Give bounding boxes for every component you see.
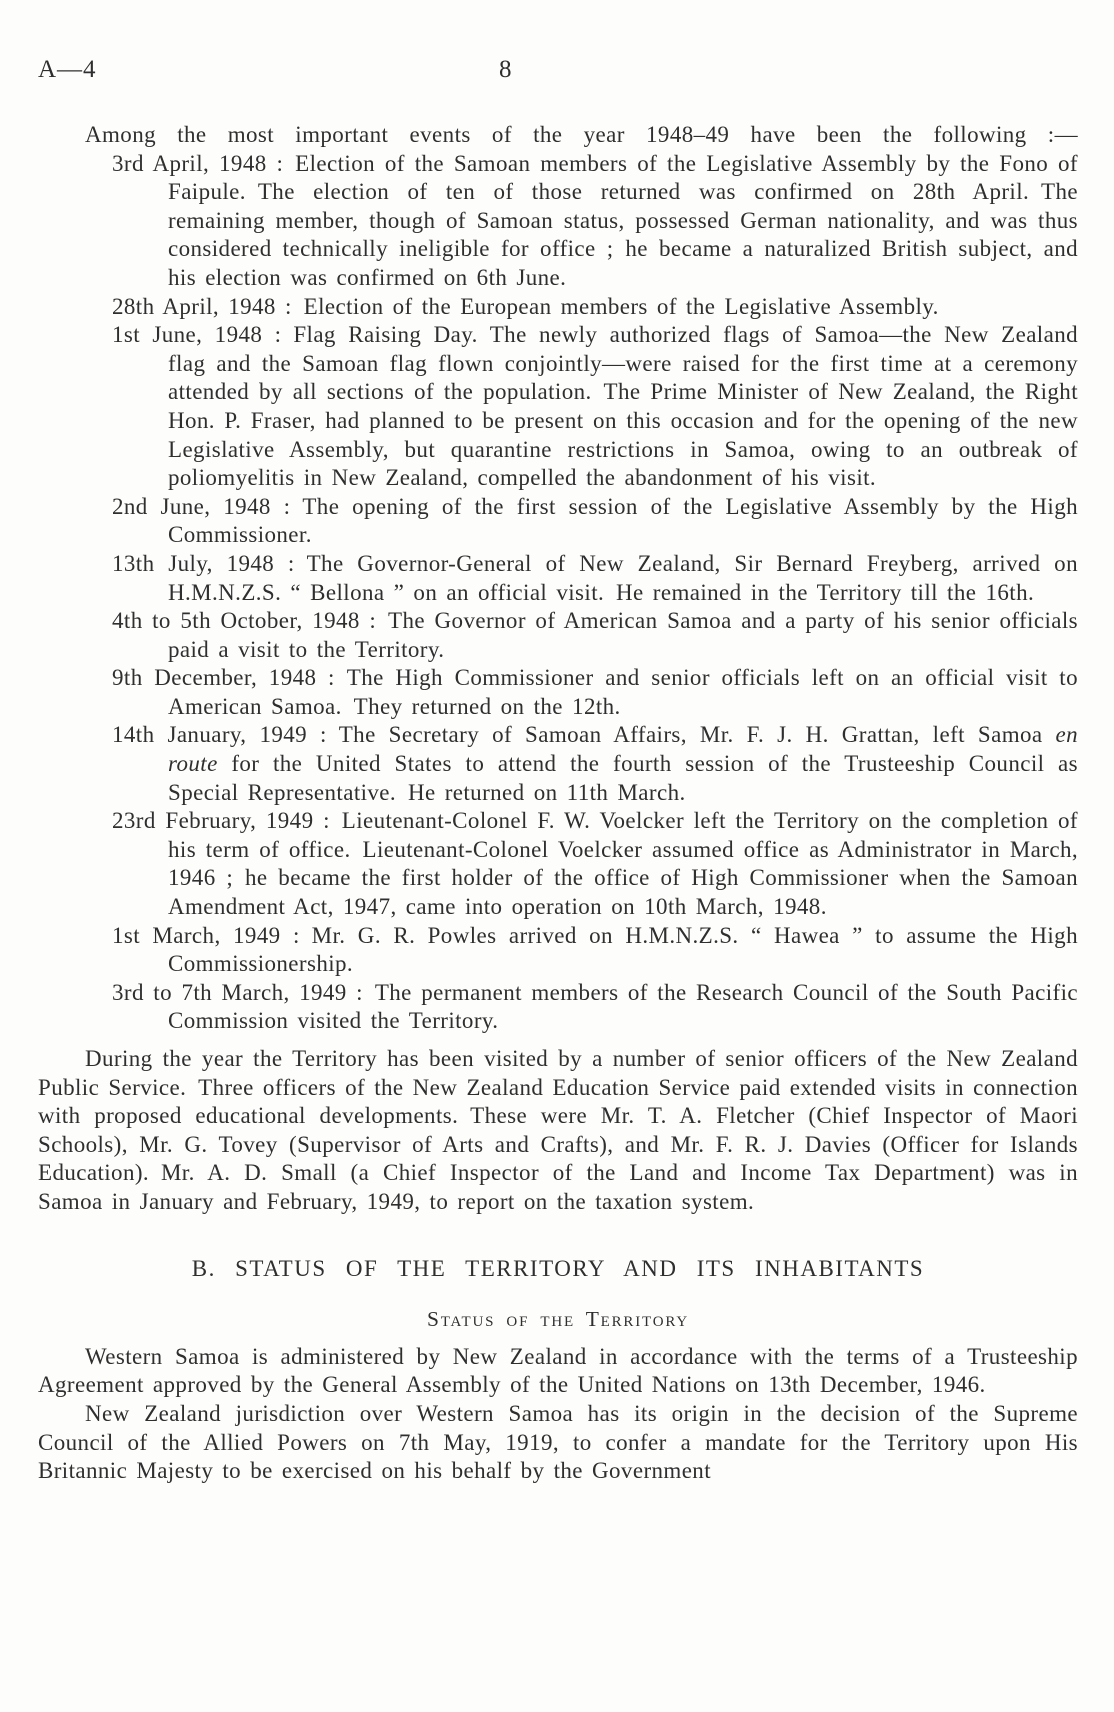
section-heading: B. STATUS OF THE TERRITORY AND ITS INHABITANTS: [191, 1255, 925, 1281]
event-text: 14th January, 1949 : The Secretary of Samoan Affairs, Mr. F. J. H. Grattan, left Samoa: [112, 722, 1056, 748]
page-header: [0, 56, 1114, 90]
event-item: [38, 664, 1078, 721]
event-text: 9th December, 1948 : The High Commissioner and senior officials left on an official visit to American Samoa. They returned on the 12th.: [112, 665, 1078, 719]
event-item: [38, 321, 1078, 493]
event-item: [38, 293, 1078, 322]
event-text: 3rd to 7th March, 1949 : The permanent members of the Research Council of the South Pacific Commission visited the Territory.: [112, 979, 1078, 1034]
subsection-heading: Status of the Territory: [427, 1307, 689, 1332]
document-reference: A—4: [38, 56, 97, 83]
event-item: [38, 721, 1078, 807]
event-text: 28th April, 1948 : Election of the European members of the Legislative Assembly.: [112, 293, 939, 319]
status-paragraph-2: New Zealand jurisdiction over Western Samoa has its origin in the decision of the Supreme Council of the Allied Powers on 7th May, 1919, to confer a mandate for the Territory upon His Britannic Majesty to be exercised on his behalf by the Government: [38, 1400, 1078, 1484]
events-list: [38, 150, 1078, 1036]
status-paragraph-1: Western Samoa is administered by New Zealand in accordance with the terms of a Trusteeship Agreement approved by the General Assembly of the United Nations on 13th December, 1946.: [38, 1343, 1078, 1398]
event-text: for the United States to attend the fourth session of the Trusteeship Council as Special Representative. He returned on 11th March.: [168, 751, 1078, 805]
event-text: 1st June, 1948 : Flag Raising Day. The newly authorized flags of Samoa—the New Zealand flag and the Samoan flag flown conjointly—were raised for the first time at a ceremony attended by all sections of the population. The Prime Minister of New Zealand, the Right Hon. P. Fraser, had planned to be present on this occasion and for the opening of the new Legislative Assembly, but quarantine restrictions in Samoa, owing to an outbreak of poliomyelitis in New Zealand, compelled the abandonment of his visit.: [112, 322, 1078, 491]
visits-paragraph: During the year the Territory has been visited by a number of senior officers of the New Zealand Public Service. Three officers of the New Zealand Education Service paid extended visits in connection with proposed educational developments. These were Mr. T. A. Fletcher (Chief Inspector of Maori Schools), Mr. G. Tovey (Supervisor of Arts and Crafts), and Mr. F. R. J. Davies (Officer for Islands Education). Mr. A. D. Small (a Chief Inspector of the Land and Income Tax Department) was in Samoa in January and February, 1949, to report on the taxation system.: [38, 1046, 1078, 1214]
event-item: [38, 922, 1078, 979]
event-text: 1st March, 1949 : Mr. G. R. Powles arrived on H.M.N.Z.S. “ Hawea ” to assume the High Commissionership.: [112, 922, 1078, 977]
event-item: [38, 979, 1078, 1036]
event-text: 23rd February, 1949 : Lieutenant-Colonel F. W. Voelcker left the Territory on the completion of his term of office. Lieutenant-Colonel Voelcker assumed office as Administrator in March, 1946 ; he became the first holder of the office of High Commissioner when the Samoan Amendment Act, 1947, came into operation on 10th March, 1948.: [112, 808, 1078, 920]
event-text: 2nd June, 1948 : The opening of the first session of the Legislative Assembly by the High Commissioner.: [112, 493, 1078, 548]
event-text: 4th to 5th October, 1948 : The Governor of American Samoa and a party of his senior officials paid a visit to the Territory.: [112, 608, 1078, 662]
page-number: 8: [499, 56, 512, 83]
page-content: [38, 121, 1078, 1486]
event-text: 3rd April, 1948 : Election of the Samoan members of the Legislative Assembly by the Fono of Faipule. The election of ten of those returned was confirmed on 28th April. The remaining member, though of Samoan status, possessed German nationality, and was thus considered technically ineligible for office ; he became a naturalized British subject, and his election was confirmed on 6th June.: [112, 150, 1078, 290]
event-item: [38, 607, 1078, 664]
intro-paragraph: Among the most important events of the year 1948–49 have been the following :—: [85, 122, 1078, 147]
event-item: [38, 807, 1078, 921]
event-item: [38, 550, 1078, 607]
event-item: [38, 150, 1078, 293]
event-text: 13th July, 1948 : The Governor-General of New Zealand, Sir Bernard Freyberg, arrived on H.M.N.Z.S. “ Bellona ” on an official visit. He remained in the Territory till the 16th.: [112, 550, 1078, 605]
event-text-italic: en route: [168, 722, 1078, 777]
event-item: [38, 493, 1078, 550]
